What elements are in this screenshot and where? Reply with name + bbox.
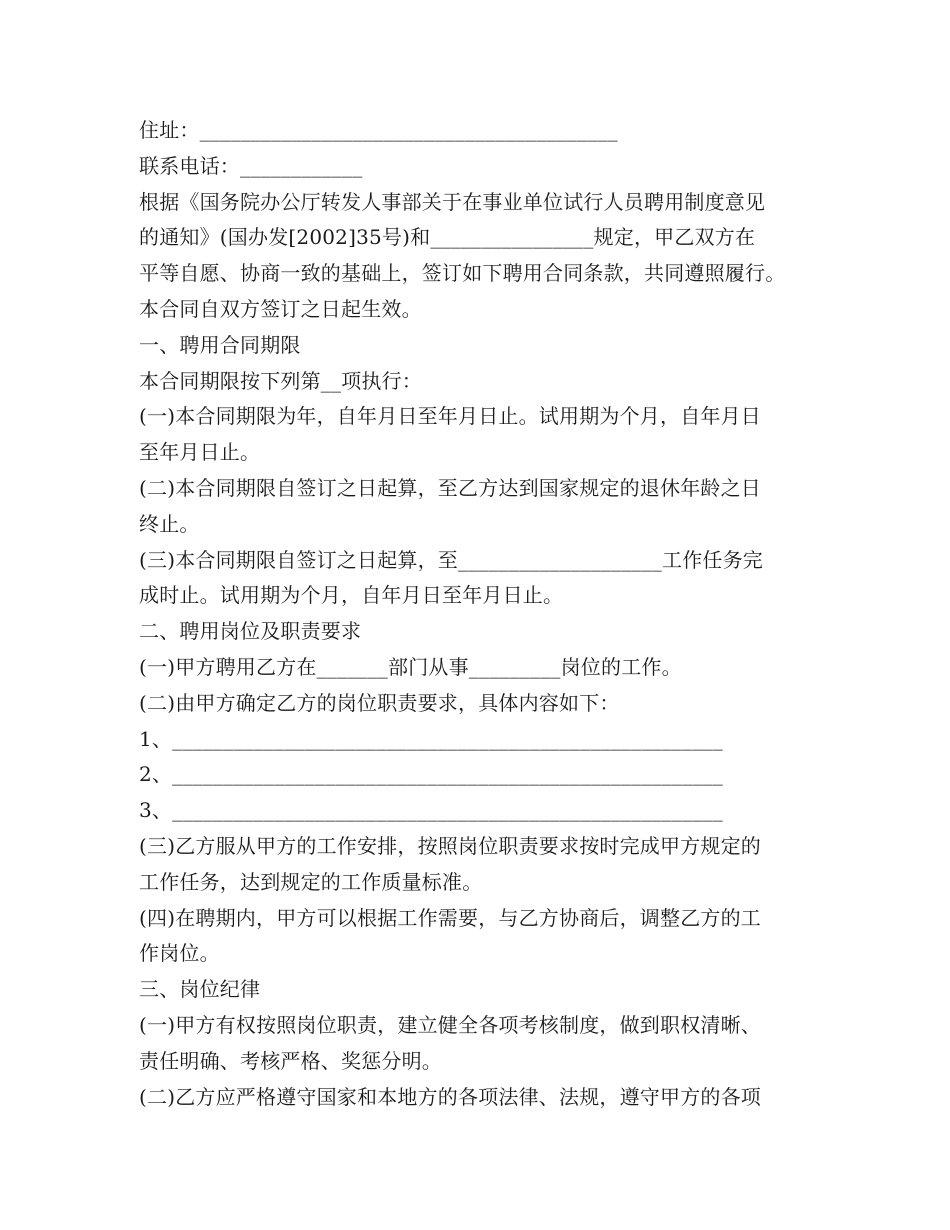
paragraph-line: 工作任务，达到规定的工作质量标准。: [139, 869, 483, 894]
paragraph-line: (三)乙方服从甲方的工作安排，按照岗位职责要求按时完成甲方规定的: [139, 833, 762, 858]
phone-line: 联系电话：____________: [139, 153, 363, 178]
preamble-line: 本合同自双方签订之日起生效。: [139, 296, 422, 321]
paragraph-line: (三)本合同期限自签订之日起算，至____________________工作任务完: [139, 547, 764, 572]
duty-item-1: 1、______________________________________________________: [139, 726, 723, 751]
duty-item-2: 2、______________________________________________________: [139, 762, 723, 787]
paragraph-line: (二)乙方应严格遵守国家和本地方的各项法律、法规，遵守甲方的各项: [139, 1084, 762, 1109]
duty-item-3: 3、______________________________________________________: [139, 798, 723, 823]
paragraph-line: 终止。: [139, 511, 200, 536]
section-heading-3: 三、岗位纪律: [139, 977, 261, 1002]
paragraph-line: (二)本合同期限自签订之日起算，至乙方达到国家规定的退休年龄之日: [139, 475, 762, 500]
paragraph-line: (四)在聘期内，甲方可以根据工作需要，与乙方协商后，调整乙方的工: [139, 905, 762, 930]
paragraph-line: 本合同期限按下列第__项执行：: [139, 368, 422, 393]
paragraph-line: 作岗位。: [139, 941, 220, 966]
preamble-line: 的通知》(国办发[2002]35号)和________________规定，甲乙双方在: [139, 225, 756, 250]
paragraph-line: 责任明确、考核严格、奖惩分明。: [139, 1048, 442, 1073]
contract-body: [139, 113, 829, 1115]
section-heading-1: 一、聘用合同期限: [139, 332, 301, 357]
preamble-line: 平等自愿、协商一致的基础上，签订如下聘用合同条款，共同遵照履行。: [139, 261, 786, 286]
paragraph-line: 成时止。试用期为个月，自年月日至年月日止。: [139, 583, 564, 608]
paragraph-line: (一)本合同期限为年，自年月日至年月日止。试用期为个月，自年月日: [139, 404, 762, 429]
section-heading-2: 二、聘用岗位及职责要求: [139, 619, 362, 644]
paragraph-line: (一)甲方聘用乙方在_______部门从事_________岗位的工作。: [139, 654, 682, 679]
paragraph-line: (一)甲方有权按照岗位职责，建立健全各项考核制度，做到职权清晰、: [139, 1012, 762, 1037]
paragraph-line: 至年月日止。: [139, 440, 261, 465]
address-line: 住址：_________________________________________: [139, 118, 618, 142]
preamble-line: 根据《国务院办公厅转发人事部关于在事业单位试行人员聘用制度意见: [139, 189, 766, 214]
paragraph-line: (二)由甲方确定乙方的岗位职责要求，具体内容如下：: [139, 690, 620, 715]
